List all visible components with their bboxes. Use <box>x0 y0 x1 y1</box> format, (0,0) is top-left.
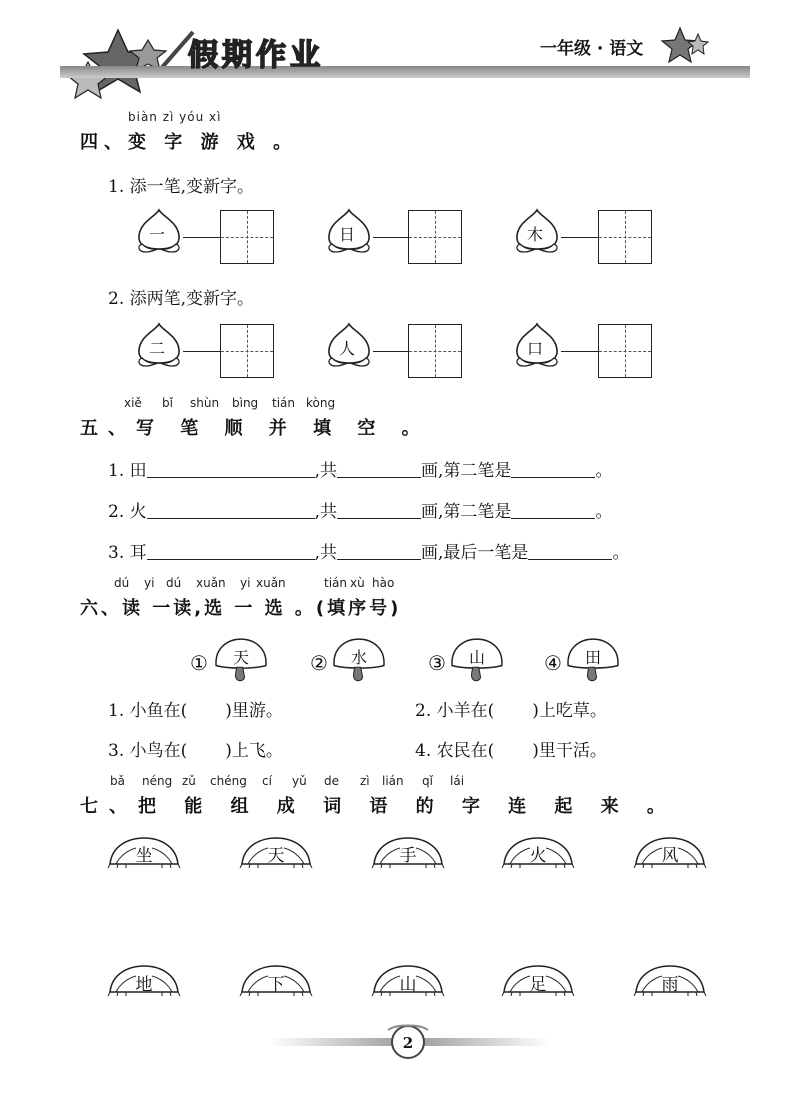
grade-subject: 一年级 · 语文 <box>540 39 644 59</box>
peach-char: 一 <box>148 225 165 244</box>
connector-line <box>373 237 409 238</box>
s4-q1-text: 1. 添一笔,变新字。 <box>108 177 255 197</box>
pinyin: lián <box>382 774 404 788</box>
pinyin: xuǎn <box>256 576 286 590</box>
row-text: ,共 <box>314 461 338 481</box>
pinyin: néng <box>142 774 173 788</box>
fan-char[interactable]: 雨 <box>661 975 679 995</box>
pinyin: yi <box>240 576 251 590</box>
pinyin: kòng <box>306 396 336 410</box>
row-text: ,共 <box>314 502 338 522</box>
pinyin: xù <box>350 576 365 590</box>
pinyin: hào <box>372 576 395 590</box>
stroke-answer-blank[interactable] <box>511 502 595 519</box>
section7-title: 七、把 能 组 成 词 语 的 字 连 起 来 。 <box>80 796 676 817</box>
item-text: )里干活。 <box>532 741 607 761</box>
item-text: )上飞。 <box>225 741 283 761</box>
pinyin: yǔ <box>292 774 307 788</box>
row-text: 。 <box>595 502 613 522</box>
s6-item-2 <box>415 696 607 721</box>
s5-row-1 <box>108 456 612 481</box>
fan-char[interactable]: 地 <box>135 975 153 995</box>
connector-line <box>561 351 599 352</box>
row-text: 。 <box>612 543 630 563</box>
section6-title: 六、读 一读,选 一 选 。(填序号) <box>80 598 402 619</box>
s6-item-1 <box>108 696 283 721</box>
s6-item-4 <box>415 736 607 761</box>
mushroom-char: 山 <box>468 648 485 667</box>
connector-line <box>183 237 221 238</box>
pinyin: chéng <box>210 774 247 788</box>
mushroom-char: 水 <box>350 648 367 667</box>
row-text: 画,第二笔是 <box>421 461 512 481</box>
stroke-order-blank[interactable] <box>147 502 315 519</box>
pinyin: bìng <box>232 396 259 410</box>
row-label: 3. 耳 <box>108 543 147 563</box>
option-number: ① <box>190 651 208 675</box>
pinyin: tián <box>324 576 347 590</box>
peach-char: 二 <box>148 339 165 358</box>
item-text: 1. 小鱼在( <box>108 701 188 721</box>
answer-grid-box[interactable] <box>408 324 462 378</box>
stroke-order-blank[interactable] <box>147 543 315 560</box>
peach-char: 人 <box>338 339 355 358</box>
connector-line <box>561 237 599 238</box>
item-text: )里游。 <box>225 701 283 721</box>
option-number: ④ <box>544 651 562 675</box>
answer-grid-box[interactable] <box>220 210 274 264</box>
pinyin: dú <box>114 576 130 590</box>
s5-row-3 <box>108 538 629 563</box>
pinyin: xuǎn <box>196 576 226 590</box>
pinyin: bǐ <box>162 396 173 410</box>
header-rule <box>60 66 750 78</box>
item-text: )上吃草。 <box>532 701 607 721</box>
option-number: ③ <box>428 651 446 675</box>
stroke-answer-blank[interactable] <box>511 461 595 478</box>
pinyin: qǐ <box>422 774 433 788</box>
peach-char: 日 <box>338 225 355 244</box>
row-text: 画,最后一笔是 <box>421 543 529 563</box>
page-number: 2 <box>402 1034 414 1052</box>
pinyin: zì <box>360 774 370 788</box>
mushroom-char: 天 <box>232 648 249 667</box>
row-text: 。 <box>595 461 613 481</box>
peach-char: 木 <box>526 225 543 244</box>
page-title: 假期作业 <box>188 38 324 73</box>
stroke-count-blank[interactable] <box>337 502 421 519</box>
pinyin: zǔ <box>182 774 196 788</box>
stroke-count-blank[interactable] <box>337 543 421 560</box>
s5-row-2 <box>108 497 612 522</box>
pinyin: cí <box>262 774 272 788</box>
star-cluster-icon <box>660 24 710 68</box>
answer-grid-box[interactable] <box>598 210 652 264</box>
pinyin: bǎ <box>110 774 125 788</box>
answer-grid-box[interactable] <box>220 324 274 378</box>
fan-char[interactable]: 火 <box>529 846 547 866</box>
row-text: 画,第二笔是 <box>421 502 512 522</box>
mushroom-char: 田 <box>584 648 601 667</box>
fan-char[interactable]: 天 <box>267 846 285 866</box>
fan-char[interactable]: 山 <box>399 975 417 995</box>
item-text: 3. 小鸟在( <box>108 741 188 761</box>
fan-char[interactable]: 足 <box>529 975 547 995</box>
pinyin: lái <box>450 774 465 788</box>
stroke-count-blank[interactable] <box>337 461 421 478</box>
answer-grid-box[interactable] <box>408 210 462 264</box>
fan-char[interactable]: 下 <box>267 975 285 995</box>
pinyin: de <box>324 774 339 788</box>
pinyin: shùn <box>190 396 220 410</box>
stroke-answer-blank[interactable] <box>528 543 612 560</box>
answer-grid-box[interactable] <box>598 324 652 378</box>
item-text: 4. 农民在( <box>415 741 495 761</box>
item-text: 2. 小羊在( <box>415 701 495 721</box>
connector-line <box>183 351 221 352</box>
peach-char: 口 <box>526 339 543 358</box>
stroke-order-blank[interactable] <box>147 461 315 478</box>
row-label: 1. 田 <box>108 461 147 481</box>
pinyin: yi <box>144 576 155 590</box>
section4-pinyin: biàn zì yóu xì <box>128 110 222 124</box>
row-label: 2. 火 <box>108 502 147 522</box>
row-text: ,共 <box>314 543 338 563</box>
pinyin: tián <box>272 396 295 410</box>
pinyin: dú <box>166 576 182 590</box>
section5-title: 五、写 笔 顺 并 填 空 。 <box>80 418 430 439</box>
section4-title: 四、变 字 游 戏 。 <box>80 132 298 153</box>
s6-item-3 <box>108 736 283 761</box>
fan-char[interactable]: 坐 <box>135 846 153 866</box>
fan-char[interactable]: 手 <box>399 846 417 866</box>
connector-line <box>373 351 409 352</box>
s4-q2-text: 2. 添两笔,变新字。 <box>108 289 255 309</box>
fan-char[interactable]: 风 <box>661 846 679 866</box>
pinyin: xiě <box>124 396 142 410</box>
option-number: ② <box>310 651 328 675</box>
